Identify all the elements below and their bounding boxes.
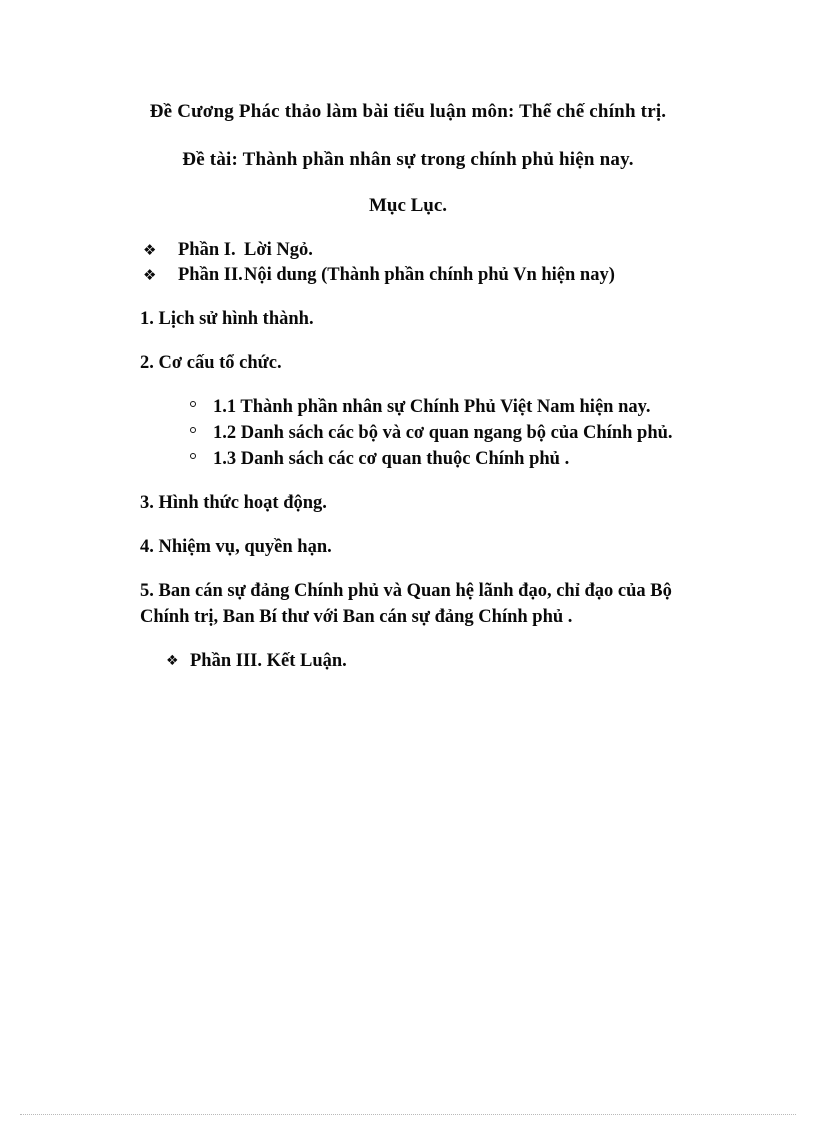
section-item-5: 5. Ban cán sự đảng Chính phủ và Quan hệ lãnh đạo, chỉ đạo của Bộ Chính trị, Ban Bí thư với Ban cán sự đảng Chính phủ . [140, 581, 672, 627]
subsections-list [0, 394, 816, 472]
spacer [0, 516, 816, 534]
section-item-1: 1. Lịch sử hình thành. [140, 309, 314, 329]
diamond-bullet-icon: ❖ [143, 241, 157, 259]
toc-heading: Mục Lục. [368, 195, 448, 216]
list-item-subsection-1-1 [0, 394, 816, 420]
circle-bullet-icon [190, 427, 196, 433]
subsection-1-2-text: 1.2 Danh sách các bộ và cơ quan ngang bộ của Chính phủ. [213, 423, 673, 443]
spacer [0, 560, 816, 578]
list-item-part-1 [0, 238, 816, 263]
list-item-subsection-1-3 [0, 446, 816, 472]
subsection-1-1-text: 1.1 Thành phần nhân sự Chính Phủ Việt Nam hiện nay. [213, 397, 651, 417]
part-2-text: Nội dung (Thành phần chính phủ Vn hiện nay) [244, 265, 615, 285]
footer-dotted-rule [20, 1114, 796, 1116]
spacer [0, 376, 816, 394]
part-1-label: Phần I. [178, 240, 236, 260]
list-item-subsection-1-2 [0, 420, 816, 446]
subsection-1-3-text: 1.3 Danh sách các cơ quan thuộc Chính phủ . [213, 449, 570, 469]
spacer [0, 630, 816, 648]
part-3-text: Phần III. Kết Luận. [190, 651, 347, 671]
diamond-bullet-icon: ❖ [143, 266, 157, 284]
part-2-label: Phần II. [178, 265, 243, 285]
circle-bullet-icon [190, 453, 196, 459]
document-body [0, 238, 816, 674]
spacer [0, 288, 816, 306]
spacer [0, 332, 816, 350]
circle-bullet-icon [190, 401, 196, 407]
section-item-2: 2. Cơ cấu tổ chức. [140, 353, 282, 373]
title-block [0, 100, 816, 218]
section-item-4: 4. Nhiệm vụ, quyền hạn. [140, 537, 332, 557]
page-subtitle: Đề tài: Thành phần nhân sự trong chính phủ hiện nay. [182, 149, 634, 170]
diamond-bullet-icon: ❖ [166, 653, 179, 669]
parts-list [0, 238, 816, 288]
section-item-3: 3. Hình thức hoạt động. [140, 493, 327, 513]
list-item-part-2 [0, 263, 816, 288]
spacer [0, 472, 816, 490]
part-1-text: Lời Ngỏ. [244, 240, 313, 260]
list-item-part-3 [0, 648, 816, 674]
page-title: Đề Cương Phác thảo làm bài tiểu luận môn: Thể chế chính trị. [149, 101, 667, 122]
